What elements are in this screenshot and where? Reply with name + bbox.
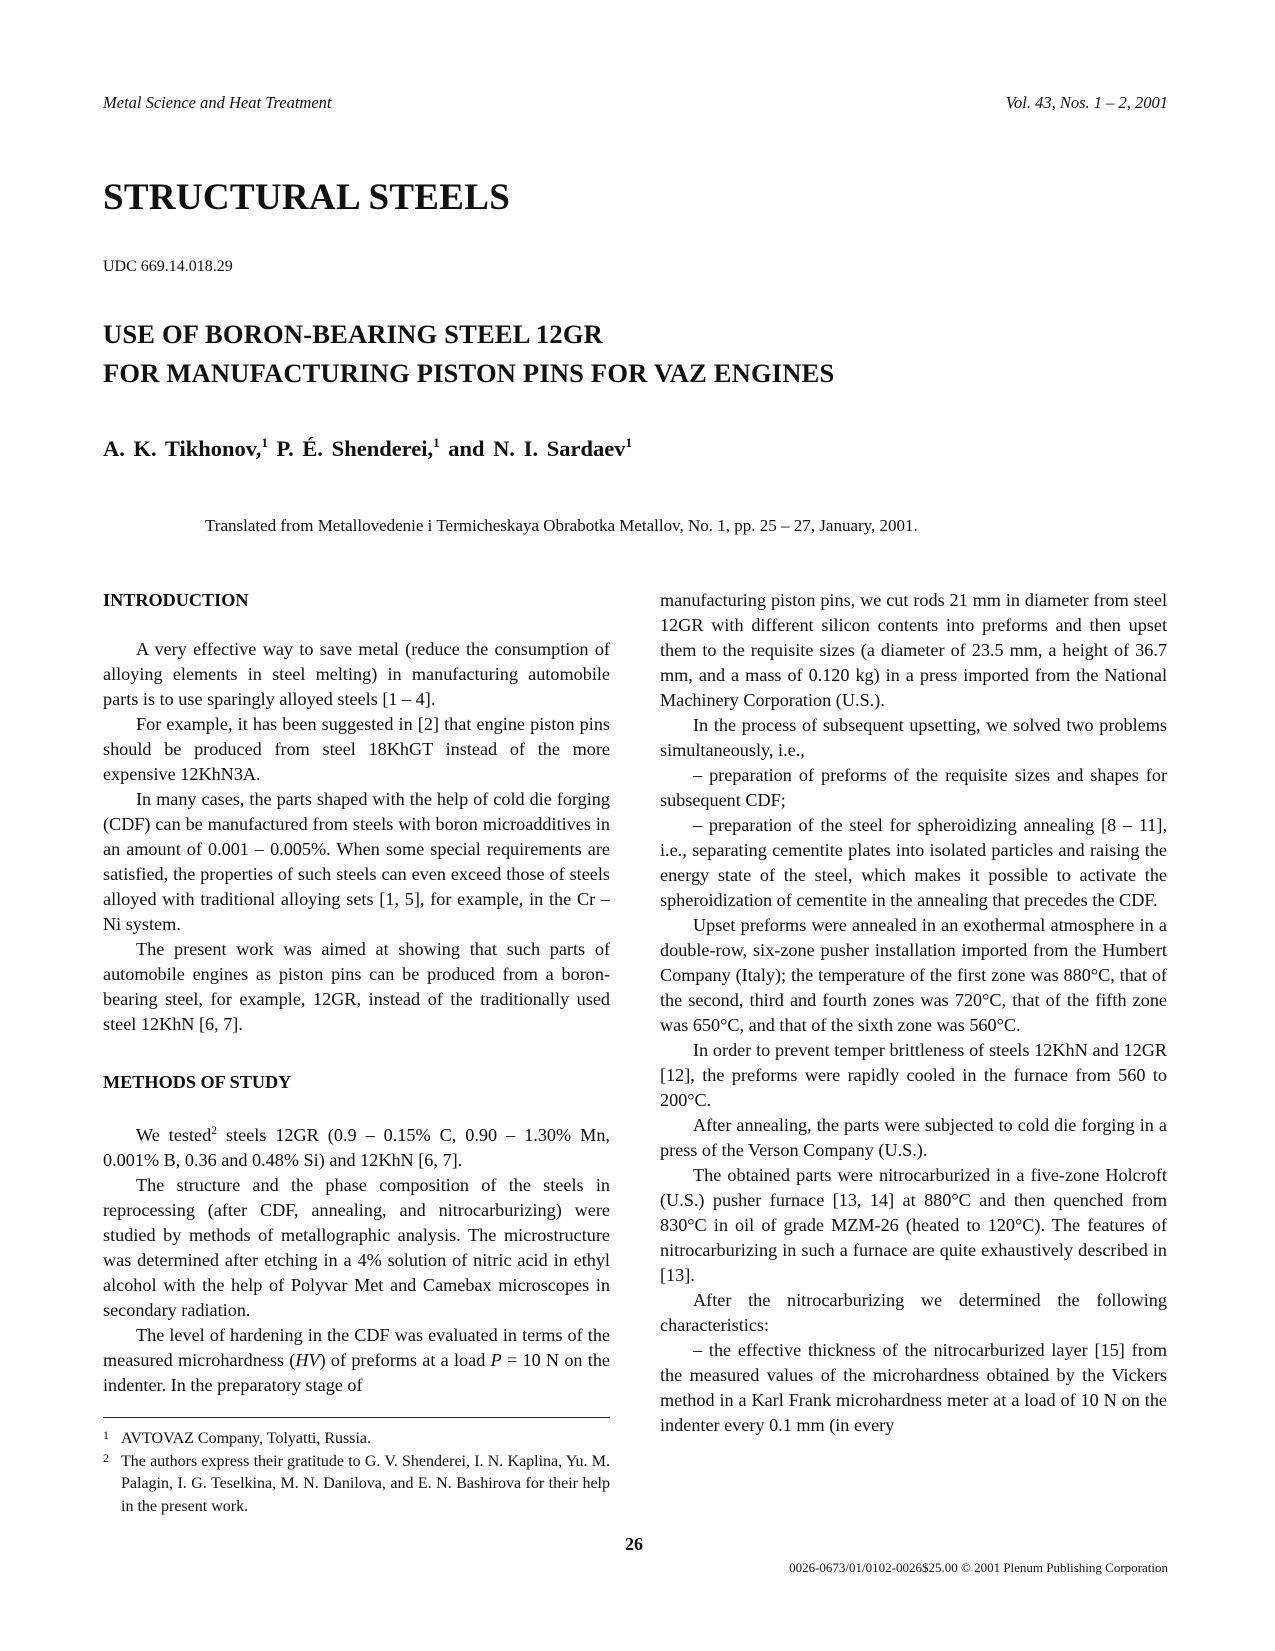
affiliation-mark: 1 bbox=[625, 435, 632, 450]
right-column bbox=[660, 588, 1167, 1438]
article-title bbox=[103, 315, 834, 393]
journal-volume: Vol. 43, Nos. 1 – 2, 2001 bbox=[1005, 93, 1168, 112]
author-2: P. É. Shenderei, bbox=[276, 436, 434, 461]
article-title-line-1: USE OF BORON-BEARING STEEL 12GR bbox=[103, 319, 603, 349]
text-span: steels 12GR (0.9 – 0.15% C, 0.90 – 1.30% Mn, 0.001% B, 0.36 and 0.48% Si) and 12KhN [6, 7]. bbox=[103, 1125, 610, 1170]
paragraph: For example, it has been suggested in [2] that engine piston pins should be produced from steel 18KhGT instead of the more expensive 12KhN3A. bbox=[103, 714, 610, 784]
journal-name: Metal Science and Heat Treatment bbox=[103, 93, 332, 112]
footnote-text: The authors express their gratitude to G. V. Shenderei, I. N. Kaplina, Yu. M. Palagin, I. G. Teselkina, M. N. Danilova, and E. N. Bashirova for their help in the present work. bbox=[121, 1452, 610, 1515]
list-item: – preparation of the steel for spheroidizing annealing [8 – 11], i.e., separating cementite plates into isolated particles and raising the energy state of the steel, which makes it possible to activate the spheroidization of cementite in the annealing that precedes the CDF. bbox=[660, 815, 1167, 910]
paragraph: The structure and the phase composition of the steels in reprocessing (after CDF, annealing, and nitrocarburizing) were studied by methods of metallographic analysis. The microstructure was determined after etching in a 4% solution of nitric acid in ethyl alcohol with the help of Polyvar Met and Camebax microscopes in secondary radiation. bbox=[103, 1175, 610, 1320]
text-span: The level of hardening in the CDF was evaluated in terms of the measured microhardness ( bbox=[103, 1325, 610, 1370]
footnote-mark: 1 bbox=[103, 1428, 109, 1442]
page-number: 26 bbox=[625, 1534, 643, 1554]
author-3: and N. I. Sardaev bbox=[448, 436, 626, 461]
paragraph: The obtained parts were nitrocarburized in a five-zone Holcroft (U.S.) pusher furnace [13, 14] at 880°C and then quenched from 830°C in oil of grade MZM-26 (heated to 120°C). The features of nitrocarburizing in such a furnace are quite exhaustively described in [13]. bbox=[660, 1165, 1167, 1285]
footnote-1 bbox=[103, 1428, 610, 1451]
footnote-2 bbox=[103, 1451, 610, 1519]
text-span: = 10 N on the indenter. In the preparatory stage of bbox=[103, 1350, 610, 1395]
copyright-line: 0026-0673/01/0102-0026$25.00 © 2001 Plenum Publishing Corporation bbox=[789, 1560, 1168, 1575]
symbol-hv: HV bbox=[295, 1350, 320, 1370]
symbol-p: P bbox=[490, 1350, 502, 1370]
authors bbox=[103, 435, 632, 462]
introduction-heading: INTRODUCTION bbox=[103, 590, 249, 610]
footnote-ref: 2 bbox=[211, 1125, 217, 1137]
footnote-mark: 2 bbox=[103, 1450, 109, 1465]
paragraph: A very effective way to save metal (reduce the consumption of alloying elements in steel melting) in manufacturing automobile parts is to use sparingly alloyed steels [1 – 4]. bbox=[103, 639, 610, 709]
udc-code: UDC 669.14.018.29 bbox=[103, 258, 233, 275]
footnotes bbox=[103, 1417, 610, 1518]
paragraph bbox=[103, 1323, 610, 1398]
section-title: STRUCTURAL STEELS bbox=[103, 177, 511, 218]
footnote-text: AVTOVAZ Company, Tolyatti, Russia. bbox=[121, 1430, 372, 1447]
affiliation-mark: 1 bbox=[433, 435, 440, 450]
methods-heading: METHODS OF STUDY bbox=[103, 1072, 292, 1092]
paragraph: The present work was aimed at showing that such parts of automobile engines as piston pins can be produced from a boron-bearing steel, for example, 12GR, instead of the traditionally used steel 12KhN [6, 7]. bbox=[103, 939, 610, 1034]
paragraph: Upset preforms were annealed in an exothermal atmosphere in a double-row, six-zone pusher installation imported from the Humbert Company (Italy); the temperature of the first zone was 880°C, that of the second, third and fourth zones was 720°C, that of the fifth zone was 650°C, and that of the sixth zone was 560°C. bbox=[660, 915, 1167, 1035]
article-title-line-2: FOR MANUFACTURING PISTON PINS FOR VAZ ENGINES bbox=[103, 358, 835, 388]
text-span: ) of preforms at a load bbox=[319, 1350, 491, 1370]
paragraph: After the nitrocarburizing we determined the following characteristics: bbox=[660, 1290, 1167, 1335]
paragraph bbox=[103, 1119, 610, 1173]
affiliation-mark: 1 bbox=[261, 435, 268, 450]
left-column bbox=[103, 588, 610, 1398]
paragraph: In many cases, the parts shaped with the help of cold die forging (CDF) can be manufactured from steels with boron microadditives in an amount of 0.001 – 0.005%. When some special requirements are satisfied, the properties of such steels can even exceed those of steels alloyed with traditional alloying sets [1, 5], for example, in the Cr – Ni system. bbox=[103, 789, 610, 934]
paragraph: In the process of subsequent upsetting, we solved two problems simultaneously, i.e., bbox=[660, 715, 1167, 760]
translation-note: Translated from Metallovedenie i Termicheskaya Obrabotka Metallov, No. 1, pp. 25 – 27, January, 2001. bbox=[205, 516, 918, 535]
list-item: – preparation of preforms of the requisite sizes and shapes for subsequent CDF; bbox=[660, 765, 1167, 810]
text-span: We tested bbox=[136, 1125, 212, 1145]
list-item: – the effective thickness of the nitrocarburized layer [15] from the measured values of the microhardness obtained by the Vickers method in a Karl Frank microhardness meter at a load of 10 N on the indenter every 0.1 mm (in every bbox=[660, 1340, 1167, 1435]
author-1: A. K. Tikhonov, bbox=[103, 436, 262, 461]
paragraph: manufacturing piston pins, we cut rods 21 mm in diameter from steel 12GR with different silicon contents into preforms and then upset them to the requisite sizes (a diameter of 23.5 mm, a height of 36.7 mm, and a mass of 0.120 kg) in a press imported from the National Machinery Corporation (U.S.). bbox=[660, 590, 1167, 710]
paragraph: In order to prevent temper brittleness of steels 12KhN and 12GR [12], the preforms were rapidly cooled in the furnace from 560 to 200°C. bbox=[660, 1040, 1167, 1110]
paragraph: After annealing, the parts were subjected to cold die forging in a press of the Verson Company (U.S.). bbox=[660, 1115, 1167, 1160]
